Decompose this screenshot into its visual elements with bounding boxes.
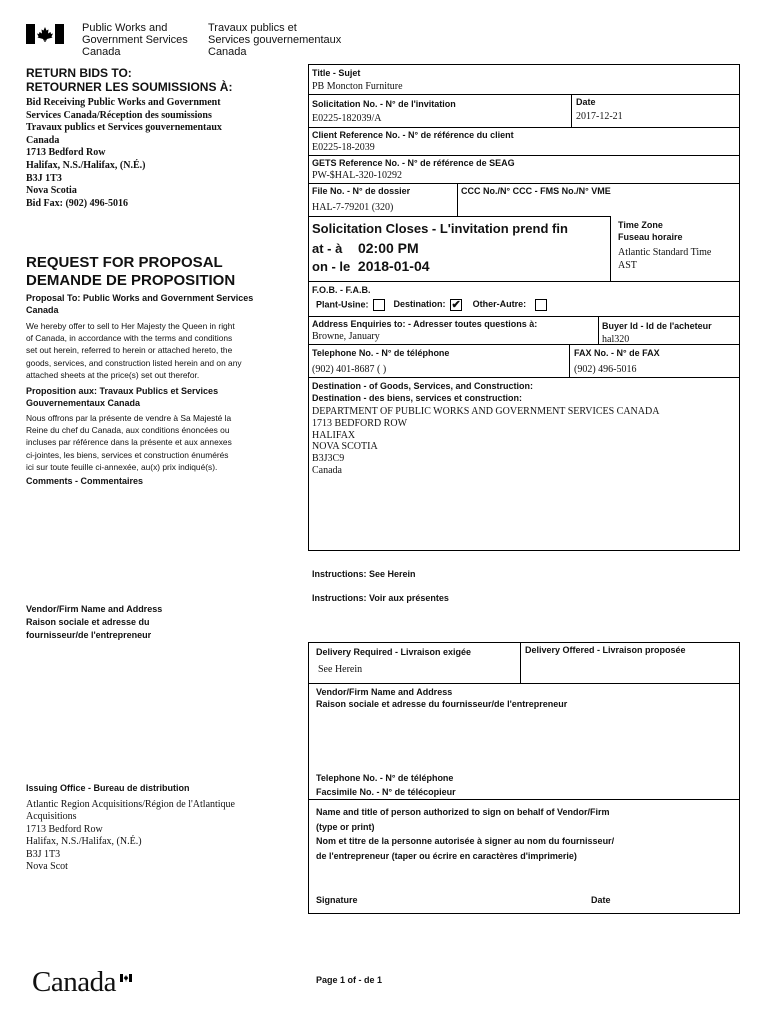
delivery-offered-label[interactable]: Delivery Offered - Livraison proposée — [525, 645, 686, 655]
fax-value: (902) 496-5016 — [574, 364, 637, 375]
vendor-phone-fax-label[interactable]: Telephone No. - N° de téléphone Facsimile No. - N° de télécopieur — [316, 773, 456, 797]
file-number-label: File No. - N° de dossier — [312, 186, 411, 196]
closing-date — [312, 258, 430, 274]
closing-date-value: 2018-01-04 — [357, 258, 430, 274]
timezone-value: Atlantic Standard Time AST — [618, 247, 712, 271]
proposition-aux-text: Nous offrons par la présente de vendre à Sa Majesté la Reine du chef du Canada, aux conditions énoncées ou incluses par référence dans la présente et aux annexes ci-jointes, les biens, services et construction énumérés ici sur toute feuille ci-annexée, au(x) prix indiqué(s). — [26, 413, 232, 472]
plant-label: Plant-Usine: — [316, 299, 369, 310]
comments-label: Comments - Commentaires — [26, 476, 144, 486]
buyer-id-value: hal320 — [602, 334, 630, 345]
other-label: Other-Autre: — [472, 299, 527, 310]
file-number-value: HAL-7-79201 (320) — [312, 202, 394, 213]
check-mark-icon: ✔ — [451, 299, 461, 311]
canada-flag-logo — [26, 24, 64, 44]
on-label: on - le — [312, 259, 351, 274]
solicitation-number-value: E0225-182039/A — [312, 113, 382, 124]
telephone-label: Telephone No. - N° de téléphone — [312, 348, 450, 358]
closing-time-value: 02:00 PM — [357, 240, 419, 256]
delivery-required-value: See Herein — [318, 664, 363, 675]
vendor-firm-label[interactable]: Vendor/Firm Name and Address Raison sociale et adresse du fournisseur/de l'entrepreneur — [316, 687, 568, 709]
client-reference-label: Client Reference No. - N° de référence du client — [312, 130, 514, 140]
solicitation-closes-heading: Solicitation Closes - L'invitation prend fin — [312, 221, 568, 236]
destination-checkbox[interactable] — [450, 299, 462, 311]
destination-goods-label: Destination - of Goods, Services, and Construction: Destination - des biens, services et construction: — [312, 381, 534, 403]
client-reference-value: E0225-18-2039 — [312, 142, 375, 153]
timezone-label: Time Zone Fuseau horaire — [618, 220, 683, 242]
authorized-person-label[interactable]: Name and title of person authorized to sign on behalf of Vendor/Firm (type or print) Nom et titre de la personne autorisée à signer au nom du fournisseur/ de l'entrepreneur (taper ou écrire en caractères d'imprimerie) — [316, 807, 615, 861]
department-name-french: Travaux publics et Services gouvernementaux Canada — [208, 22, 342, 58]
fob-label: F.O.B. - F.A.B. — [312, 285, 371, 295]
department-name-english: Public Works and Government Services Canada — [82, 22, 188, 58]
fob-options — [316, 299, 547, 311]
closing-time — [312, 240, 419, 256]
return-address: Bid Receiving Public Works and Government Services Canada/Réception des soumissions Travaux publics et Services gouvernementaux Canada 1713 Bedford Row Halifax, N.S./Halifax, (N.É.) B3J 1T3 Nova Scotia Bid Fax: (902) 496-5016 — [26, 97, 222, 209]
vendor-firm-heading-left: Vendor/Firm Name and Address Raison sociale et adresse du fournisseur/de l'entrepreneur — [26, 604, 163, 640]
at-label: at - à — [312, 241, 343, 256]
wordmark-flag-icon — [120, 969, 132, 977]
address-enquiries-value: Browne, January — [312, 331, 380, 342]
destination-goods-value: DEPARTMENT OF PUBLIC WORKS AND GOVERNMENT SERVICES CANADA 1713 BEDFORD ROW HALIFAX NOVA SCOTIA B3J3C9 Canada — [312, 406, 660, 476]
title-label: Title - Sujet — [312, 68, 361, 78]
return-bids-heading: RETURN BIDS TO: RETOURNER LES SOUMISSIONS À: — [26, 66, 233, 94]
buyer-id-label: Buyer Id - Id de l'acheteur — [602, 321, 712, 331]
page-number: Page 1 of - de 1 — [316, 975, 383, 985]
telephone-value: (902) 401-8687 ( ) — [312, 364, 387, 375]
signature-label[interactable]: Signature — [316, 895, 358, 905]
signature-date-label[interactable]: Date — [591, 895, 611, 905]
title-value: PB Moncton Furniture — [312, 81, 403, 92]
issuing-office-label: Issuing Office - Bureau de distribution — [26, 783, 190, 793]
address-enquiries-label: Address Enquiries to: - Adresser toutes questions à: — [312, 319, 538, 329]
plant-checkbox[interactable] — [373, 299, 385, 311]
proposition-aux-heading: Proposition aux: Travaux Publics et Services Gouvernementaux Canada — [26, 386, 219, 408]
gets-reference-label: GETS Reference No. - N° de référence de SEAG — [312, 158, 515, 168]
other-checkbox[interactable] — [535, 299, 547, 311]
ccc-number-label: CCC No./N° CCC - FMS No./N° VME — [461, 186, 611, 196]
instructions-french: Instructions: Voir aux présentes — [312, 593, 449, 603]
rfp-heading: REQUEST FOR PROPOSAL DEMANDE DE PROPOSITION — [26, 254, 236, 289]
canada-wordmark: Canada — [32, 966, 116, 998]
instructions-english: Instructions: See Herein — [312, 569, 416, 579]
date-label: Date — [576, 97, 596, 107]
issuing-office-address: Atlantic Region Acquisitions/Région de l'Atlantique Acquisitions 1713 Bedford Row Halifax, N.S./Halifax, (N.É.) B3J 1T3 Nova Scot — [26, 799, 235, 873]
delivery-required-label: Delivery Required - Livraison exigée — [316, 647, 472, 657]
fax-label: FAX No. - N° de FAX — [574, 348, 660, 358]
proposal-to-text: We hereby offer to sell to Her Majesty the Queen in right of Canada, in accordance with the terms and conditions set out herein, referred to herein or attached hereto, the goods, services, and construction listed herein and on any attached sheets at the price(s) set out therefor. — [26, 321, 242, 380]
proposal-to-heading: Proposal To: Public Works and Government Services Canada — [26, 293, 254, 315]
destination-option-label: Destination: — [393, 299, 446, 310]
gets-reference-value: PW-$HAL-320-10292 — [312, 170, 402, 181]
date-value: 2017-12-21 — [576, 111, 623, 122]
solicitation-number-label: Solicitation No. - N° de l'invitation — [312, 99, 456, 109]
